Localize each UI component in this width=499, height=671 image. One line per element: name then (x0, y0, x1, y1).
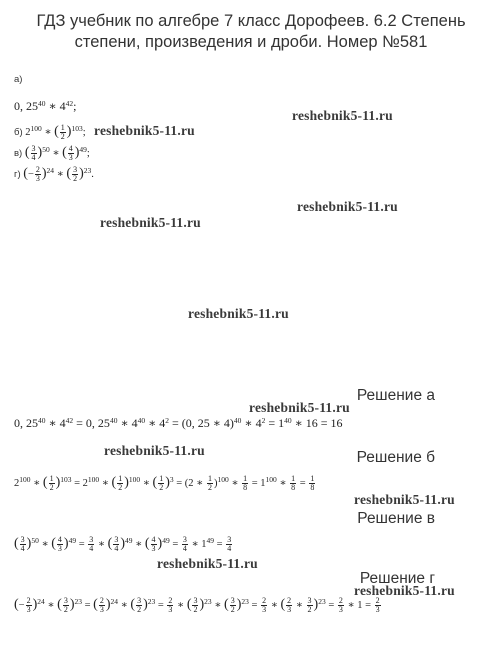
title-line-1: ГДЗ учебник по алгебре 7 класс Дорофеев. 6.2 Степень (36, 12, 466, 30)
solution-d-expression: (− $\frac{2}{3}$ )$^{24}$ ∗ ( $\frac{3}{2}$ )$^{23}$ = ( $\frac{2}{3}$ )$^{24}$ ∗ ( $\frac{3}{2}$ )$^{23}$ = $\frac{2}{3}$ ∗ ( $\frac{3}{2}$ )$^{23}$ ∗ ( $\frac{3}{2}$ )$^{23}$ = $\frac{2}{3}$ ∗ ( $\frac{2}{3}$ ∗ $\frac{3}{2}$ )$^{23}$ = $\frac{2}{3}$ ∗ 1 = $\frac{2}{3}$ (14, 596, 380, 615)
task-a-mid: ∗ 4 (45, 99, 66, 113)
task-a-base: 0, 25 (14, 99, 38, 113)
solution-d-heading: Решение г (359, 570, 435, 587)
task-a-expression (14, 99, 77, 114)
task-d-expression: г) (− $\frac{2}{3}$ )$^{24}$ ∗ ( $\frac{3}{2}$ )$^{23}$. (14, 165, 94, 184)
task-d-label: г) (14, 169, 21, 180)
page-title (20, 11, 482, 53)
watermark: reshebnik5-11.ru (292, 108, 393, 123)
solution-b-heading: Решение б (356, 449, 435, 466)
solution-a-heading: Решение а (356, 387, 435, 404)
task-a-end: ; (73, 99, 77, 113)
task-b-expression: б) $2^{100}$ ∗ ( $\frac{1}{2}$ )$^{103}$; (14, 123, 86, 142)
task-a-exp-2: 42 (65, 99, 74, 108)
watermark: reshebnik5-11.ru (249, 400, 350, 415)
watermark: reshebnik5-11.ru (354, 583, 455, 598)
task-a-exp-1: 40 (38, 99, 46, 108)
task-c-expression: в) ( $\frac{3}{4}$ )$^{50}$ ∗ ( $\frac{4}{3}$ )$^{49}$; (14, 144, 90, 163)
task-b-label: б) (14, 127, 23, 138)
solution-a-expression: 0, $25^{40}$ ∗ $4^{42} = 0$, $25^{40}$ ∗ $4^{40}$ ∗ $4^2 = (0$, 25 ∗ 4)$^{40}$ ∗ $4^2 = 1^{40}$ ∗ 16 = 16 (14, 416, 343, 430)
solution-c-heading: Решение в (357, 510, 435, 527)
watermark: reshebnik5-11.ru (188, 306, 289, 321)
title-line-2: степени, произведения и дроби. Номер №581 (74, 33, 428, 51)
watermark: reshebnik5-11.ru (94, 123, 195, 138)
watermark: reshebnik5-11.ru (354, 492, 455, 507)
watermark: reshebnik5-11.ru (100, 215, 201, 230)
watermark: reshebnik5-11.ru (297, 199, 398, 214)
solution-b-expression: $2^{100}$ ∗ ( $\frac{1}{2}$ )$^{103} = 2^{100}$ ∗ ( $\frac{1}{2}$ )$^{100}$ ∗ ( $\frac{1}{2}$ )$^3$ = (2 ∗ $\frac{1}{2}$ )$^{100}$ ∗ $\frac{1}{8}$ = $1^{100}$ ∗ $\frac{1}{8}$ = $\frac{1}{8}$ (14, 474, 315, 493)
task-c-label: в) (14, 148, 23, 159)
watermark: reshebnik5-11.ru (157, 556, 258, 571)
task-a-label: а) (14, 74, 23, 85)
watermark: reshebnik5-11.ru (104, 443, 205, 458)
solution-c-expression: ( $\frac{3}{4}$ )$^{50}$ ∗ ( $\frac{4}{3}$ )$^{49}$ = $\frac{3}{4}$ ∗ ( $\frac{3}{4}$ )$^{49}$ ∗ ( $\frac{4}{3}$ )$^{49}$ = $\frac{3}{4}$ ∗ $1^{49}$ = $\frac{3}{4}$ (14, 535, 232, 554)
